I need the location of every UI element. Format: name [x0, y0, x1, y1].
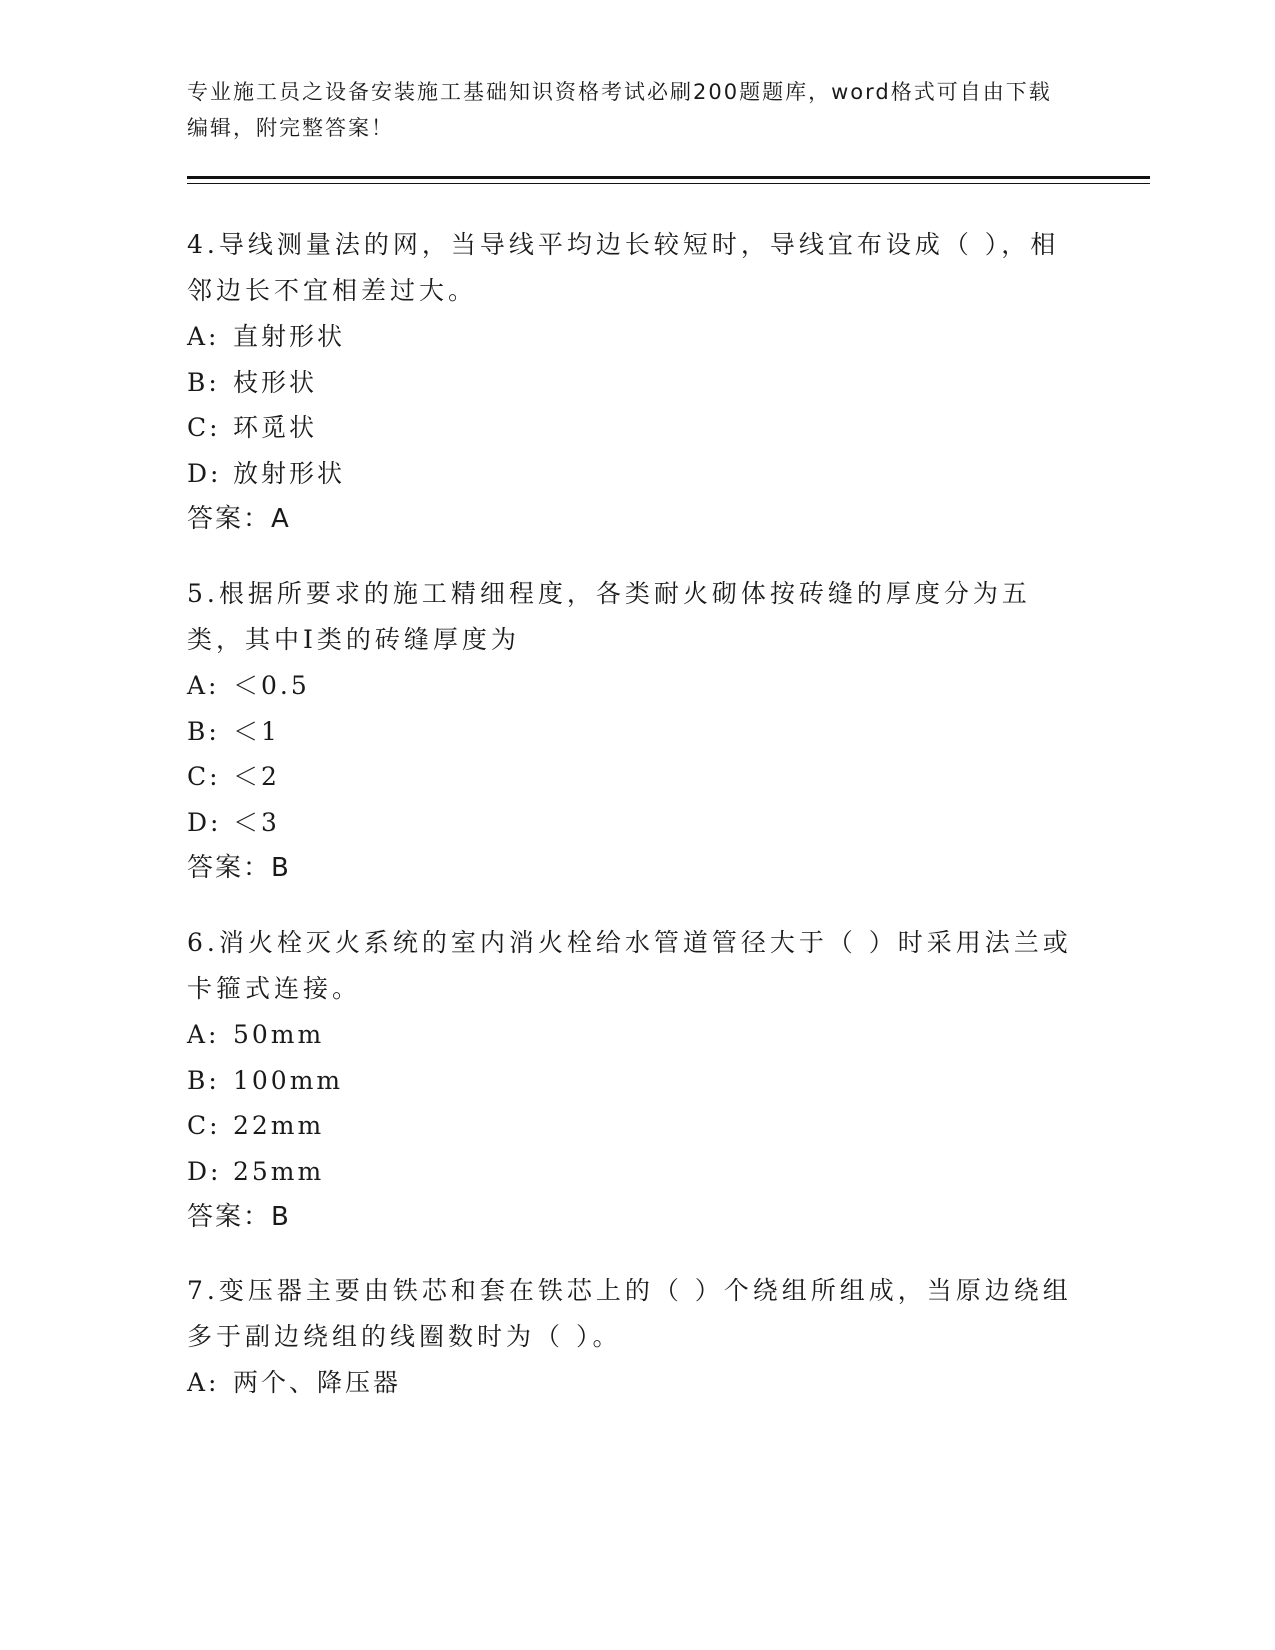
option-a: [187, 663, 1077, 709]
option-text: 两个、降压器: [233, 1368, 402, 1397]
option-c: [187, 754, 1077, 800]
option-key: D:: [187, 458, 222, 488]
option-text: 100mm: [233, 1065, 344, 1095]
option-text: 放射形状: [233, 458, 346, 488]
option-c: [187, 1103, 1077, 1149]
option-text: 50mm: [233, 1020, 325, 1049]
option-key: C:: [187, 762, 221, 791]
option-key: D:: [187, 1156, 222, 1186]
option-d: [187, 1149, 1077, 1195]
option-text: 直射形状: [233, 322, 346, 351]
option-key: D:: [187, 807, 222, 837]
option-b: [187, 360, 1077, 406]
option-b: [187, 1058, 1077, 1104]
option-text: 22mm: [233, 1111, 325, 1140]
option-key: B:: [187, 716, 220, 746]
option-c: [187, 405, 1077, 451]
option-d: [187, 451, 1077, 497]
question-7: [187, 1268, 1077, 1406]
option-key: A:: [187, 1020, 220, 1049]
answer-line: 答案：B: [187, 853, 291, 883]
answer-line: 答案：A: [187, 504, 291, 534]
option-a: [187, 314, 1077, 360]
question-stem: 7.变压器主要由铁芯和套在铁芯上的（ ）个绕组所组成，当原边绕组多于副边绕组的线圈数时为（ ）。: [187, 1276, 1072, 1351]
document-header: 专业施工员之设备安装施工基础知识资格考试必刷200题题库，word格式可自由下载编辑，附完整答案！: [187, 80, 1052, 140]
question-4: [187, 222, 1077, 542]
option-key: A:: [187, 671, 220, 700]
option-text: ＜2: [233, 762, 280, 791]
header-divider: [187, 176, 1150, 179]
option-key: C:: [187, 1111, 221, 1140]
option-text: 环觅状: [233, 413, 318, 442]
header-divider-thin: [187, 183, 1150, 184]
option-b: [187, 709, 1077, 755]
question-stem: 5.根据所要求的施工精细程度，各类耐火砌体按砖缝的厚度分为五类，其中Ⅰ类的砖缝厚度为: [187, 579, 1031, 654]
option-key: C:: [187, 413, 221, 442]
option-text: 枝形状: [233, 367, 318, 397]
question-6: [187, 920, 1077, 1240]
option-key: A:: [187, 322, 220, 351]
option-key: A:: [187, 1368, 220, 1397]
option-key: B:: [187, 367, 220, 397]
option-text: ＜3: [233, 807, 280, 837]
option-a: [187, 1012, 1077, 1058]
answer-line: 答案：B: [187, 1202, 291, 1232]
option-key: B:: [187, 1065, 220, 1095]
question-5: [187, 571, 1077, 891]
question-stem: 4.导线测量法的网，当导线平均边长较短时，导线宜布设成（ ），相邻边长不宜相差过大。: [187, 230, 1060, 305]
option-d: [187, 800, 1077, 846]
option-text: 25mm: [233, 1156, 325, 1186]
question-stem: 6.消火栓灭火系统的室内消火栓给水管道管径大于（ ）时采用法兰或卡箍式连接。: [187, 928, 1072, 1003]
option-text: ＜0.5: [233, 671, 310, 700]
option-text: ＜1: [233, 716, 280, 746]
option-a: [187, 1360, 1077, 1406]
